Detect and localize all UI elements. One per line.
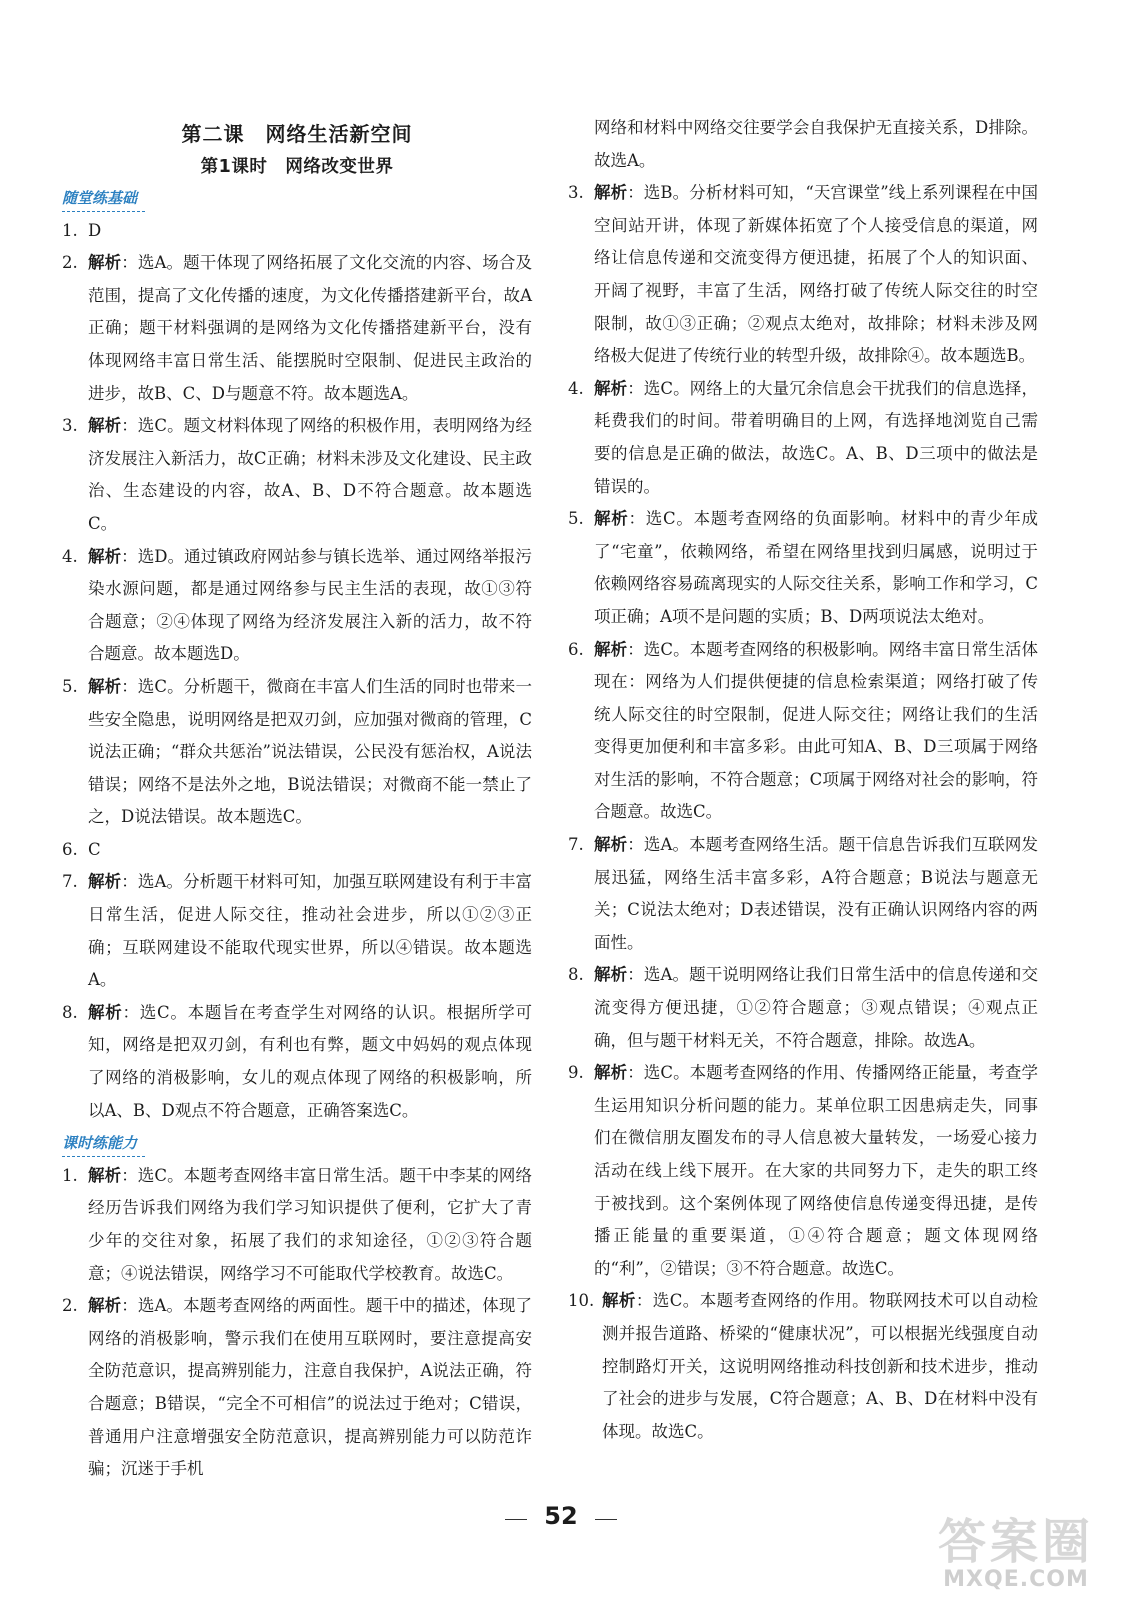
answer-item: 9. 解析：选C。本题考查网络的作用、传播网络正能量，考查学生运用知识分析问题的能力。某单位职工因患病走失，同事们在微信朋友圈发布的寻人信息被大量转发，一场爱心接力活动在线上线下展开。在大家的共同努力下，走失的职工终于被找到。这个案例体现了网络使信息传递变得迅捷，是传播正能量的重要渠道，①④符合题意；题文体现网络的“利”，②错误；③不符合题意。故选C。 <box>568 1063 1039 1278</box>
answer-item: 3. 解析：选B。分析材料可知，“天宫课堂”线上系列课程在中国空间站开讲，体现了新媒体拓宽了个人接受信息的渠道，网络让信息传递和交流变得方便迅捷，拓展了个人的知识面、开阔了视野，丰富了生活，网络打破了传统人际交往的时空限制，故①③正确；②观点太绝对，故排除；材料未涉及网络极大促进了传统行业的转型升级，故排除④。故本题选B。 <box>568 183 1038 366</box>
continued-text: 网络和材料中网络交往要学会自我保护无直接关系，D排除。故选A。 <box>594 118 1038 170</box>
footer-dash-right <box>595 1519 617 1521</box>
answer-item: 1. D <box>62 220 102 240</box>
watermark-url: MXQE.COM <box>943 1567 1089 1592</box>
lesson-title: 第1课时 网络改变世界 <box>200 157 394 177</box>
answer-item: 1. 解析：选C。本题考查网络丰富日常生活。题干中李某的网络经历告诉我们网络为我们学习知识提供了便利，它扩大了青少年的交往对象，拓展了我们的求知途径，①②③符合题意；④说法错误，网络学习不可能取代学校教育。故选C。 <box>62 1165 533 1283</box>
answer-item: 6. 解析：选C。本题考查网络的积极影响。网络丰富日常生活体现在：网络为人们提供便捷的信息检索渠道；网络打破了传统人际交往的时空限制，促进人际交往；网络让我们的生活变得更加便利和丰富多彩。由此可知A、B、D三项属于网络对生活的影响，不符合题意；C项属于网络对社会的影响，符合题意。故选C。 <box>568 639 1039 822</box>
left-column <box>62 112 532 1486</box>
watermark-logo <box>924 1516 1108 1592</box>
answer-item: 3. 解析：选C。题文材料体现了网络的积极作用，表明网络为经济发展注入新活力，故C正确；材料未涉及文化建设、民主政治、生态建设的内容，故A、B、D不符合题意。故本题选C。 <box>62 416 533 533</box>
answer-item: 10. 解析：选C。本题考查网络的作用。物联网技术可以自动检测并报告道路、桥梁的“健康状况”，可以根据光线强度自动控制路灯开关，这说明网络推动科技创新和技术进步，推动了社会的进步与发展，C符合题意；A、B、D在材料中没有体现。故选C。 <box>568 1291 1039 1441</box>
section-heading-ability: 课时练能力 <box>62 1127 532 1160</box>
page-number: 52 <box>544 1502 578 1530</box>
section-heading-basic: 随堂练基础 <box>62 182 532 215</box>
answer-item: 7. 解析：选A。分析题干材料可知，加强互联网建设有利于丰富日常生活，促进人际交往，推动社会进步，所以①②③正确；互联网建设不能取代现实世界，所以④错误。故本题选A。 <box>62 872 533 990</box>
answer-item: 8. 解析：选A。题干说明网络让我们日常生活中的信息传递和交流变得方便迅捷，①②符合题意；③观点错误；④观点正确，但与题干材料无关，不符合题意，排除。故选A。 <box>568 965 1039 1050</box>
answer-item: 2. 解析：选A。题干体现了网络拓展了文化交流的内容、场合及范围，提高了文化传播的速度，为文化传播搭建新平台，故A正确；题干材料强调的是网络为文化传播搭建新平台，没有体现网络丰富日常生活、能摆脱时空限制、促进民主政治的进步，故B、C、D与题意不符。故本题选A。 <box>62 253 533 403</box>
answer-item: 8. 解析：选C。本题旨在考查学生对网络的认识。根据所学可知，网络是把双刃剑，有利也有弊，题文中妈妈的观点体现了网络的消极影响，女儿的观点体现了网络的积极影响，所以A、B、D观点不符合题意，正确答案选C。 <box>62 1002 533 1120</box>
answer-item: 4. 解析：选D。通过镇政府网站参与镇长选举、通过网络举报污染水源问题，都是通过网络参与民主生活的表现，故①③符合题意；②④体现了网络为经济发展注入新的活力，故不符合题意。故本题选D。 <box>62 546 532 664</box>
answer-item: 4. 解析：选C。网络上的大量冗余信息会干扰我们的信息选择，耗费我们的时间。带着明确目的上网，有选择地浏览自己需要的信息是正确的做法，故选C。A、B、D三项中的做法是错误的。 <box>568 378 1039 496</box>
right-column <box>568 112 1038 1448</box>
answer-item: 6. C <box>62 839 101 859</box>
answer-item: 5. 解析：选C。本题考查网络的负面影响。材料中的青少年成了“宅童”，依赖网络，希望在网络里找到归属感，说明过于依赖网络容易疏离现实的人际交往关系，影响工作和学习，C项正确；A项不是问题的实质；B、D两项说法太绝对。 <box>568 509 1039 626</box>
answer-item: 7. 解析：选A。本题考查网络生活。题干信息告诉我们互联网发展迅猛，网络生活丰富多彩，A符合题意；B说法与题意无关；C说法太绝对；D表述错误，没有正确认识网络内容的两面性。 <box>568 835 1039 952</box>
watermark-title: 答案圈 <box>937 1514 1094 1570</box>
answer-item: 2. 解析：选A。本题考查网络的两面性。题干中的描述，体现了网络的消极影响，警示我们在使用互联网时，要注意提高安全防范意识，提高辨别能力，注意自我保护，A说法正确，符合题意；B错误，“完全不可相信”的说法过于绝对；C错误，普通用户注意增强安全防范意识，提高辨别能力可以防范诈骗；沉迷于手机 <box>62 1296 533 1479</box>
footer-dash-left <box>505 1519 527 1521</box>
answer-item: 5. 解析：选C。分析题干，微商在丰富人们生活的同时也带来一些安全隐患，说明网络是把双刃剑，应加强对微商的管理，C说法正确；“群众共惩治”说法错误，公民没有惩治权，A说法错误；网络不是法外之地，B说法错误；对微商不能一禁止了之，D说法错误。故本题选C。 <box>62 676 533 827</box>
chapter-title: 第二课 网络生活新空间 <box>181 122 413 146</box>
